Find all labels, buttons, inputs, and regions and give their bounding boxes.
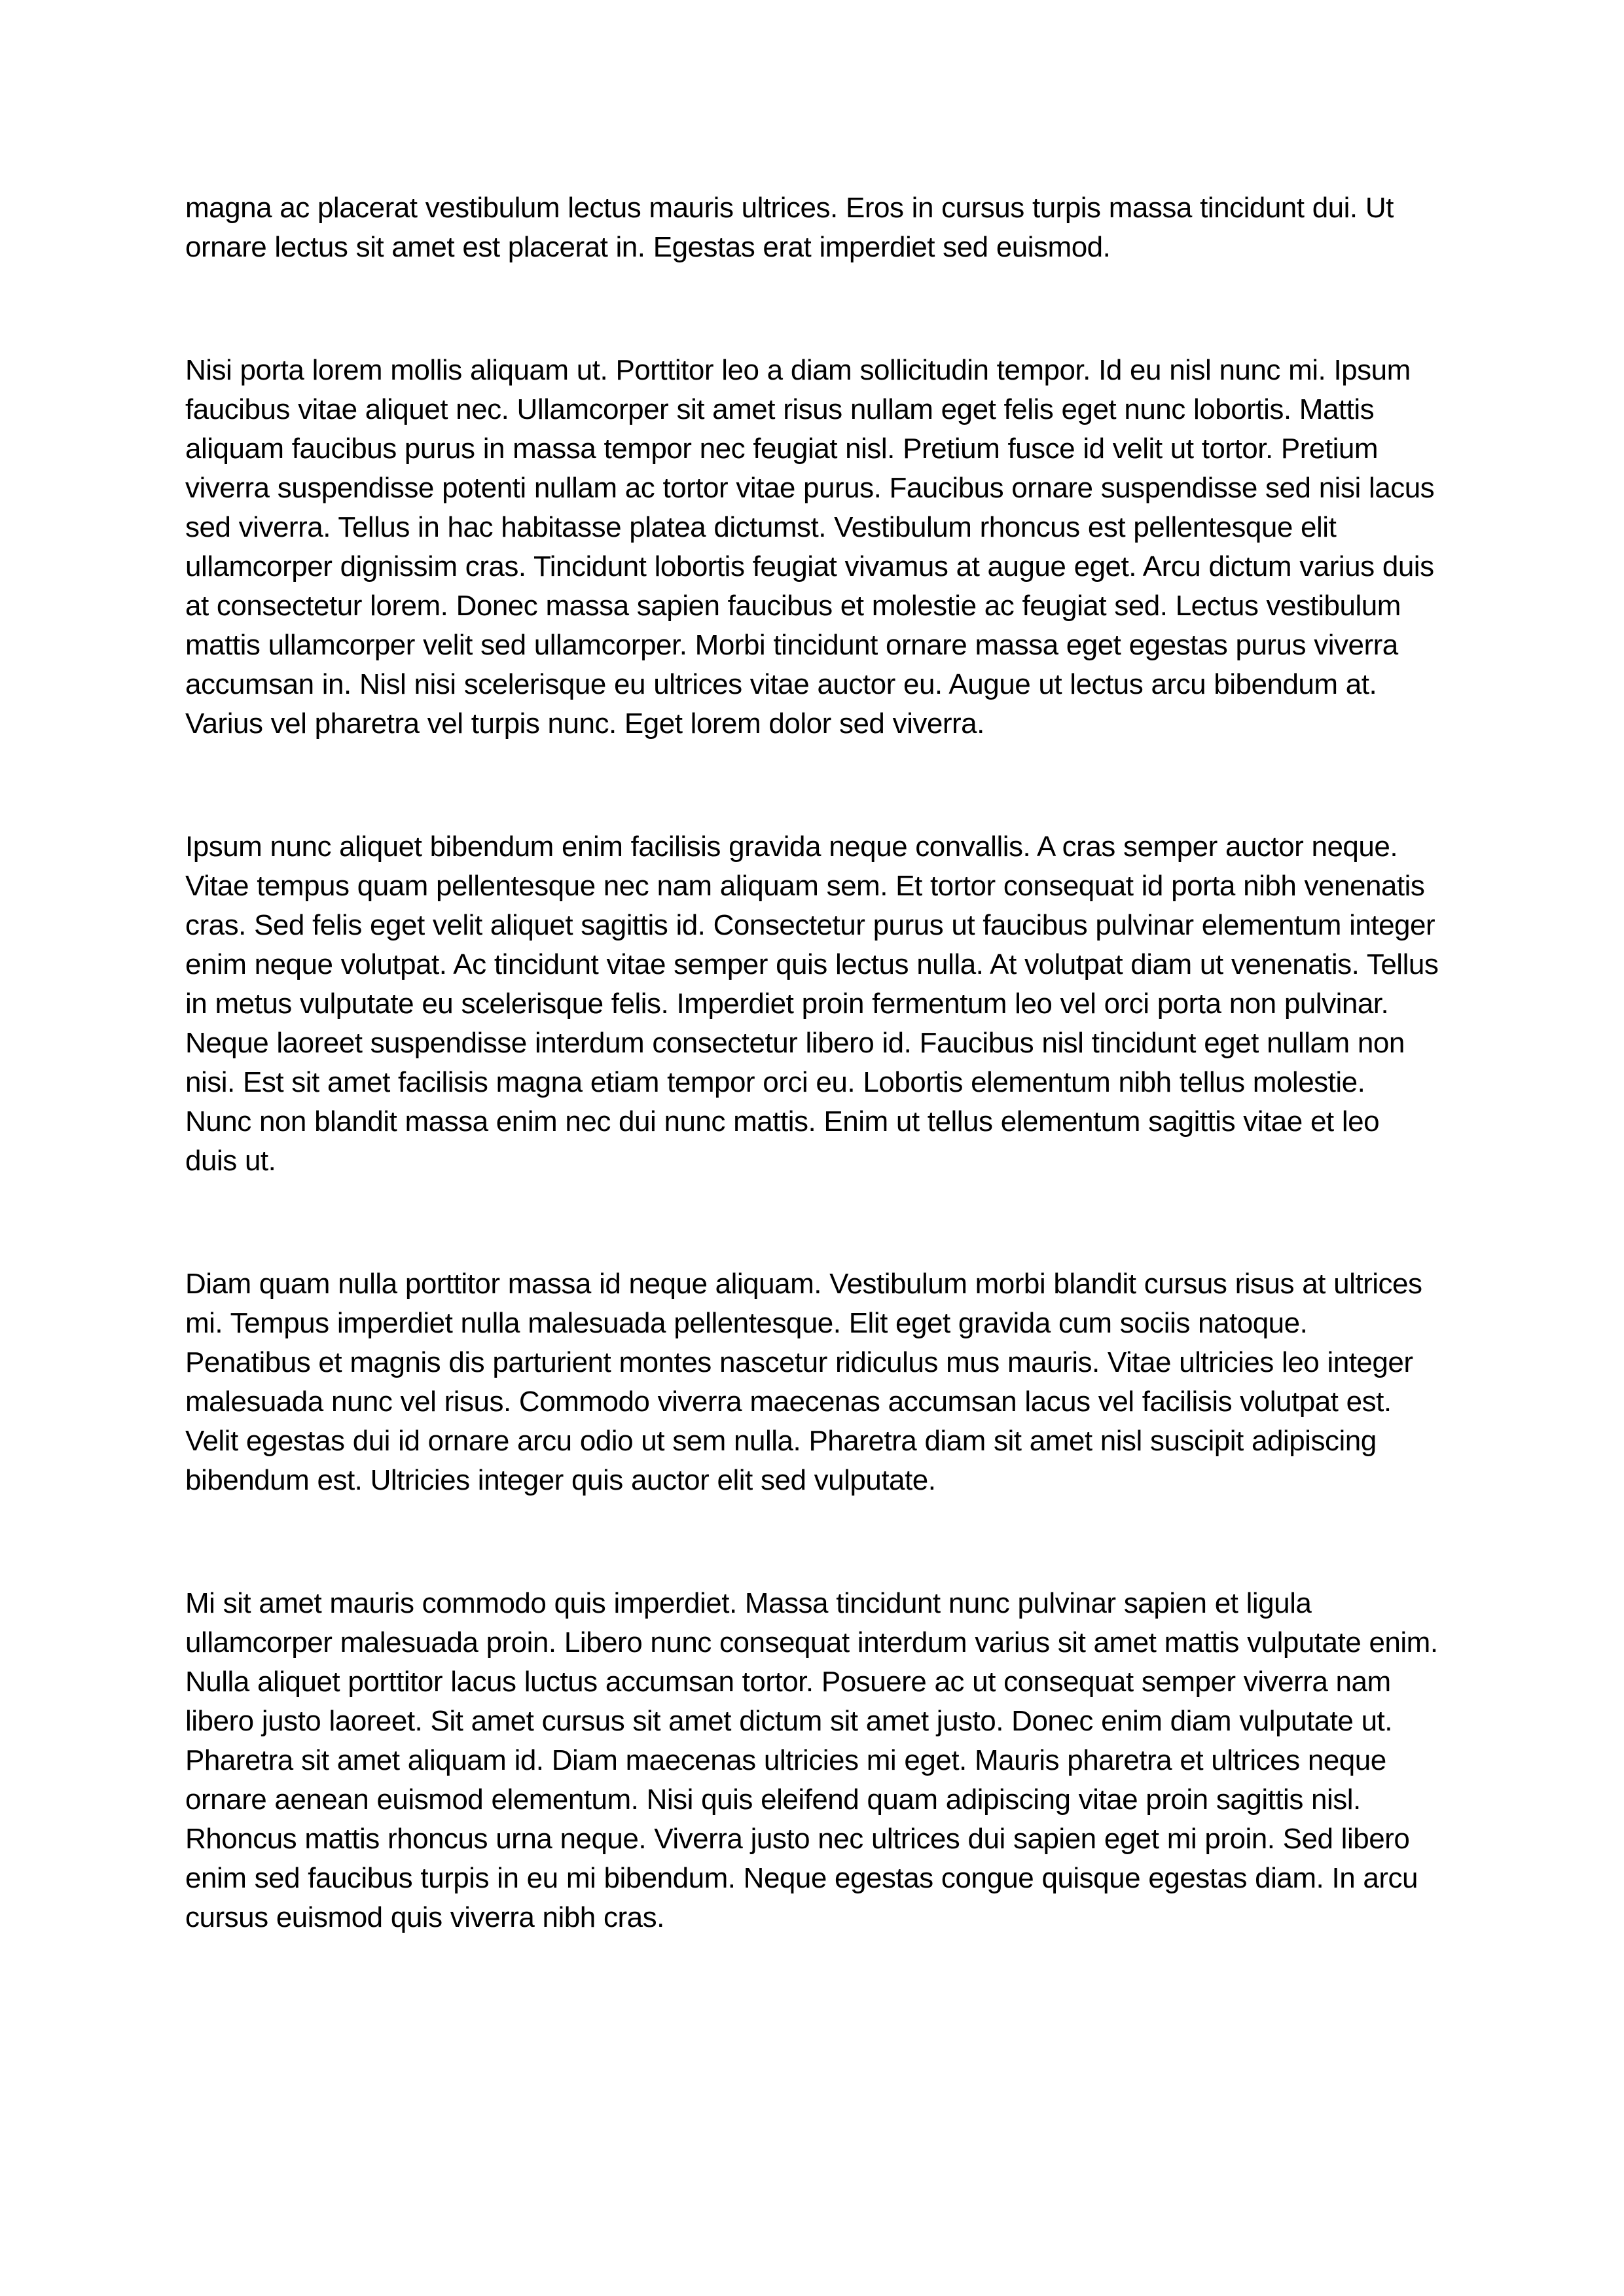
document-body <box>185 188 1439 1937</box>
paragraph-1: magna ac placerat vestibulum lectus mauris ultrices. Eros in cursus turpis massa tincidunt dui. Ut ornare lectus sit amet est placerat in. Egestas erat imperdiet sed euismod. <box>185 192 1394 263</box>
paragraph-5: Mi sit amet mauris commodo quis imperdiet. Massa tincidunt nunc pulvinar sapien et ligula ullamcorper malesuada proin. Libero nunc consequat interdum varius sit amet mattis vulputate enim. Nulla aliquet porttitor lacus luctus accumsan tortor. Posuere ac ut consequat semper viverra nam libero justo laoreet. Sit amet cursus sit amet dictum sit amet justo. Donec enim diam vulputate ut. Pharetra sit amet aliquam id. Diam maecenas ultricies mi eget. Mauris pharetra et ultrices neque ornare aenean euismod elementum. Nisi quis eleifend quam adipiscing vitae proin sagittis nisl. Rhoncus mattis rhoncus urna neque. Viverra justo nec ultrices dui sapien eget mi proin. Sed libero enim sed faucibus turpis in eu mi bibendum. Neque egestas congue quisque egestas diam. In arcu cursus euismod quis viverra nibh cras. <box>185 1587 1438 1933</box>
paragraph-2: Nisi porta lorem mollis aliquam ut. Porttitor leo a diam sollicitudin tempor. Id eu nisl nunc mi. Ipsum faucibus vitae aliquet nec. Ullamcorper sit amet risus nullam eget felis eget nunc lobortis. Mattis aliquam faucibus purus in massa tempor nec feugiat nisl. Pretium fusce id velit ut tortor. Pretium viverra suspendisse potenti nullam ac tortor vitae purus. Faucibus ornare suspendisse sed nisi lacus sed viverra. Tellus in hac habitasse platea dictumst. Vestibulum rhoncus est pellentesque elit ullamcorper dignissim cras. Tincidunt lobortis feugiat vivamus at augue eget. Arcu dictum varius duis at consectetur lorem. Donec massa sapien faucibus et molestie ac feugiat sed. Lectus vestibulum mattis ullamcorper velit sed ullamcorper. Morbi tincidunt ornare massa eget egestas purus viverra accumsan in. Nisl nisi scelerisque eu ultrices vitae auctor eu. Augue ut lectus arcu bibendum at. Varius vel pharetra vel turpis nunc. Eget lorem dolor sed viverra. <box>185 354 1435 740</box>
paragraph-3: Ipsum nunc aliquet bibendum enim facilisis gravida neque convallis. A cras semper auctor neque. Vitae tempus quam pellentesque nec nam aliquam sem. Et tortor consequat id porta nibh venenatis cras. Sed felis eget velit aliquet sagittis id. Consectetur purus ut faucibus pulvinar elementum integer enim neque volutpat. Ac tincidunt vitae semper quis lectus nulla. At volutpat diam ut venenatis. Tellus in metus vulputate eu scelerisque felis. Imperdiet proin fermentum leo vel orci porta non pulvinar. Neque laoreet suspendisse interdum consectetur libero id. Faucibus nisl tincidunt eget nullam non nisi. Est sit amet facilisis magna etiam tempor orci eu. Lobortis elementum nibh tellus molestie. Nunc non blandit massa enim nec dui nunc mattis. Enim ut tellus elementum sagittis vitae et leo duis ut. <box>185 831 1439 1177</box>
paragraph-4: Diam quam nulla porttitor massa id neque aliquam. Vestibulum morbi blandit cursus risus at ultrices mi. Tempus imperdiet nulla malesuada pellentesque. Elit eget gravida cum sociis natoque. Penatibus et magnis dis parturient montes nascetur ridiculus mus mauris. Vitae ultricies leo integer malesuada nunc vel risus. Commodo viverra maecenas accumsan lacus vel facilisis volutpat est. Velit egestas dui id ornare arcu odio ut sem nulla. Pharetra diam sit amet nisl suscipit adipiscing bibendum est. Ultricies integer quis auctor elit sed vulputate. <box>185 1268 1422 1496</box>
